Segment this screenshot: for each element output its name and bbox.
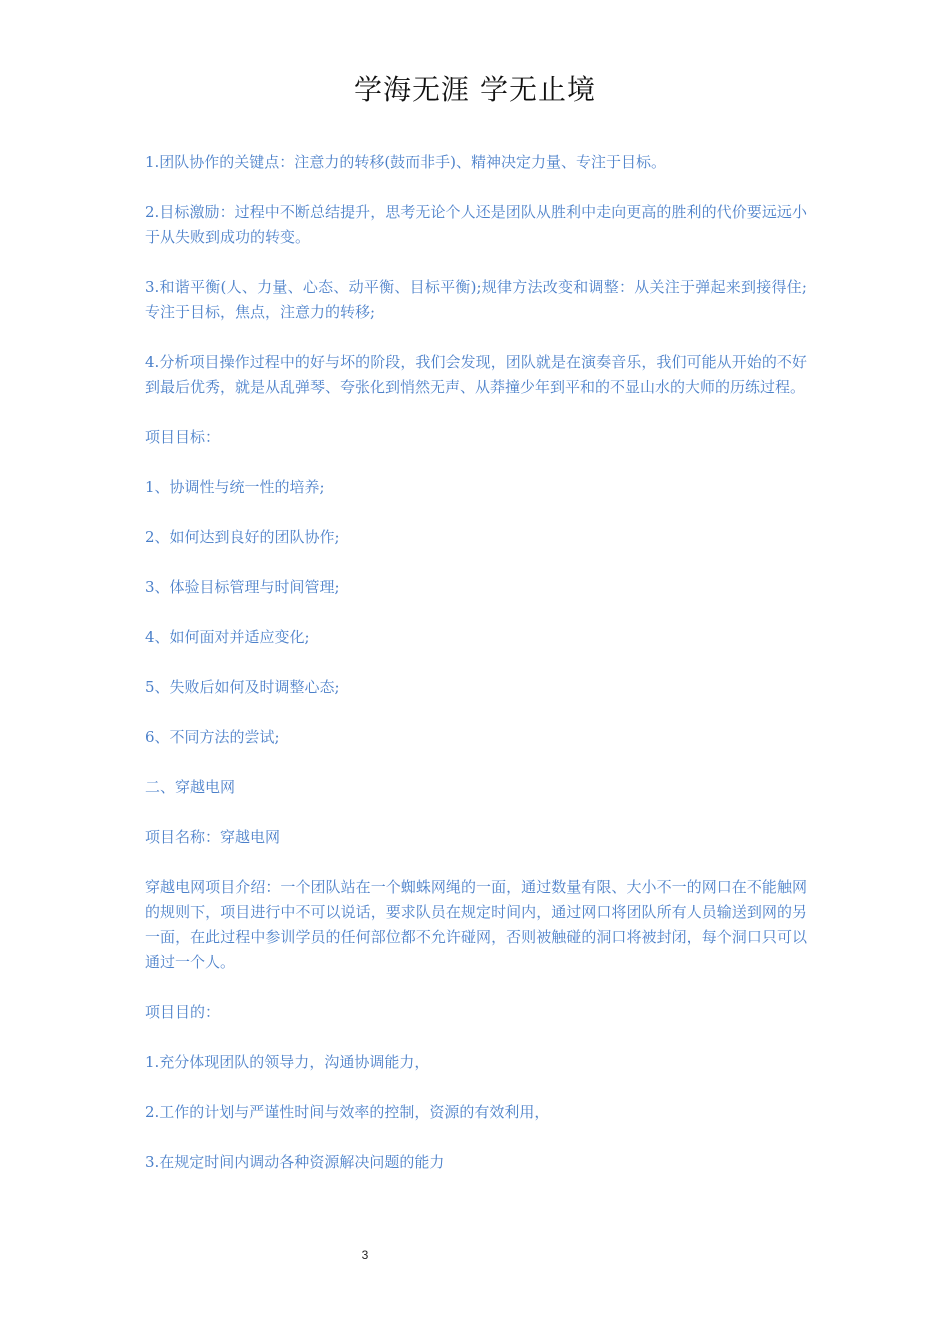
document-body [145,150,807,1200]
goal-item-1: 1、协调性与统一性的培养; [145,478,325,496]
goal-item-2: 2、如何达到良好的团队协作; [145,528,340,546]
section-label-project-goals: 项目目标： [145,428,221,446]
section-heading-2: 二、穿越电网 [145,778,236,796]
goal-item-3: 3、体验目标管理与时间管理; [145,578,340,596]
section-label-project-purpose: 项目目的： [145,1003,221,1021]
goal-item-4: 4、如何面对并适应变化; [145,628,310,646]
purpose-item-3: 3.在规定时间内调动各种资源解决问题的能力 [145,1153,445,1171]
project-name: 项目名称：穿越电网 [145,828,281,846]
purpose-item-2: 2.工作的计划与严谨性时间与效率的控制，资源的有效利用， [145,1103,550,1121]
paragraph-point-4: 4.分析项目操作过程中的好与坏的阶段，我们会发现，团队就是在演奏音乐，我们可能从开始的不好到最后优秀，就是从乱弹琴、夸张化到悄然无声、从莽撞少年到平和的不显山水的大师的历练过程。 [145,353,807,396]
goal-item-5: 5、失败后如何及时调整心态; [145,678,340,696]
paragraph-point-3: 3.和谐平衡(人、力量、心态、动平衡、目标平衡);规律方法改变和调整：从关注于弹起来到接得住;专注于目标，焦点，注意力的转移; [145,278,807,321]
page-number: 3 [361,1248,369,1262]
goal-item-6: 6、不同方法的尝试; [145,728,280,746]
project-introduction: 穿越电网项目介绍：一个团队站在一个蜘蛛网绳的一面，通过数量有限、大小不一的网口在不能触网的规则下，项目进行中不可以说话，要求队员在规定时间内，通过网口将团队所有人员输送到网的另一面，在此过程中参训学员的任何部位都不允许碰网，否则被触碰的洞口将被封闭，每个洞口只可以通过一个人。 [145,878,807,971]
paragraph-point-1: 1.团队协作的关键点：注意力的转移(鼓而非手)、精神决定力量、专注于目标。 [145,153,667,171]
page-header-title: 学海无涯 学无止境 [354,73,596,106]
purpose-item-1: 1.充分体现团队的领导力，沟通协调能力， [145,1053,430,1071]
paragraph-point-2: 2.目标激励：过程中不断总结提升，思考无论个人还是团队从胜利中走向更高的胜利的代价要远远小于从失败到成功的转变。 [145,203,807,246]
